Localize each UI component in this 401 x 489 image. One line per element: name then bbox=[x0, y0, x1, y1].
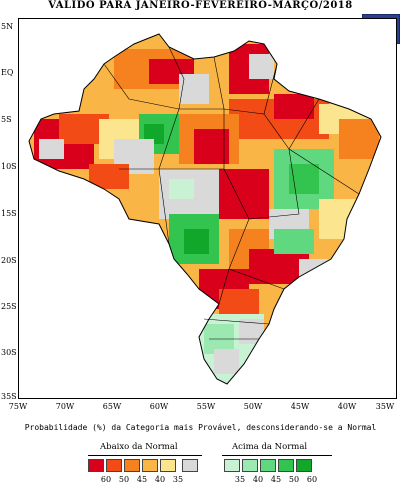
legend-value: 35 bbox=[234, 475, 246, 484]
legend-swatch-below-60 bbox=[88, 459, 104, 472]
brazil-map-svg bbox=[19, 19, 396, 398]
probability-fields bbox=[19, 19, 396, 398]
legend-value: 45 bbox=[136, 475, 148, 484]
legend-swatch-above-60 bbox=[296, 459, 312, 472]
lat-label: 5S bbox=[1, 115, 12, 124]
legend-value: 40 bbox=[252, 475, 264, 484]
lon-label: 55W bbox=[196, 402, 216, 411]
lat-label: 30S bbox=[1, 348, 17, 357]
legend-value: 60 bbox=[306, 475, 318, 484]
lat-label: 10S bbox=[1, 162, 17, 171]
legend-value: 60 bbox=[100, 475, 112, 484]
legend-swatch-above-35 bbox=[224, 459, 240, 472]
legend-value: 50 bbox=[288, 475, 300, 484]
lat-label: 25S bbox=[1, 302, 17, 311]
lon-label: 45W bbox=[290, 402, 310, 411]
legend-swatch-below-45 bbox=[124, 459, 140, 472]
lon-label: 70W bbox=[55, 402, 75, 411]
legend-swatch-above-40 bbox=[242, 459, 258, 472]
map-title: VÁLIDO PARA JANEIRO-FEVEREIRO-MARÇO/2018 bbox=[48, 0, 353, 11]
legend-swatch-above-45 bbox=[260, 459, 276, 472]
lat-label: 20S bbox=[1, 256, 17, 265]
legend-below-rule bbox=[88, 455, 202, 456]
legend-value: 35 bbox=[172, 475, 184, 484]
lon-label: 50W bbox=[243, 402, 263, 411]
legend-swatch-below-35 bbox=[160, 459, 176, 472]
legend-above-title: Acima da Normal bbox=[232, 442, 308, 452]
lon-label: 40W bbox=[337, 402, 357, 411]
legend-swatch-below-50 bbox=[106, 459, 122, 472]
legend-value: 40 bbox=[154, 475, 166, 484]
lon-label: 75W bbox=[8, 402, 28, 411]
lon-label: 35W bbox=[375, 402, 395, 411]
lat-label: EQ bbox=[1, 68, 14, 77]
lon-label: 60W bbox=[149, 402, 169, 411]
map-caption: Probabilidade (%) da Categoria mais Provável, desconsiderando-se a Normal bbox=[24, 423, 377, 432]
lon-label: 65W bbox=[102, 402, 122, 411]
legend-value: 45 bbox=[270, 475, 282, 484]
legend-below-title: Abaixo da Normal bbox=[100, 442, 178, 452]
legend-above-rule bbox=[222, 455, 332, 456]
forecast-map bbox=[18, 18, 397, 399]
lat-label: 5N bbox=[1, 22, 14, 31]
legend-swatch-below-40 bbox=[142, 459, 158, 472]
legend-swatch-above-50 bbox=[278, 459, 294, 472]
legend-swatch-neutral bbox=[182, 459, 198, 472]
legend-value: 50 bbox=[118, 475, 130, 484]
lat-label: 35S bbox=[1, 392, 17, 401]
lat-label: 15S bbox=[1, 209, 17, 218]
